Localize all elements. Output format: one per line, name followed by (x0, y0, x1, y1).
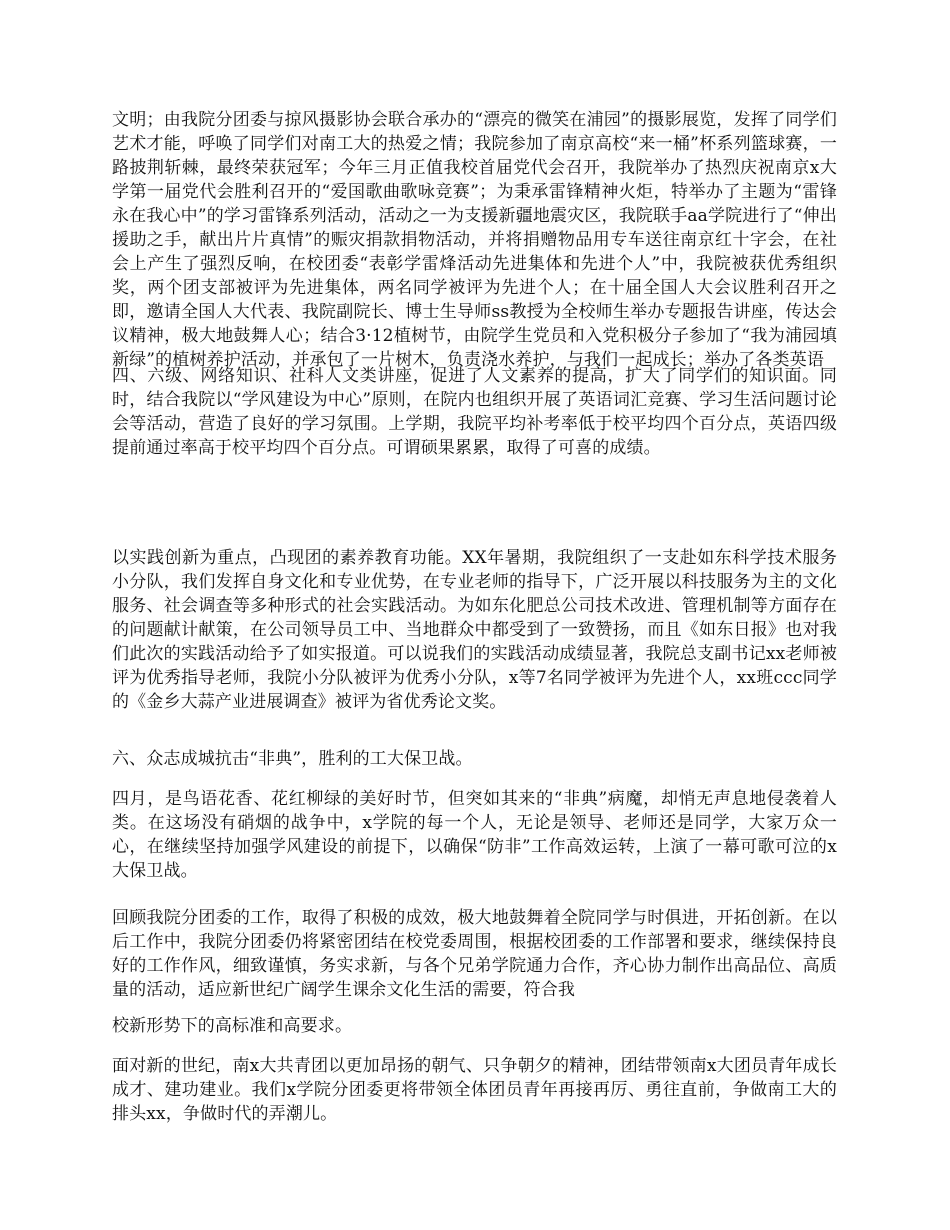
paragraph-cultural-activities: 文明；由我院分团委与掠风摄影协会联合承办的“漂亮的微笑在浦园”的摄影展览，发挥了同学们艺术才能，呼唤了同学们对南工大的热爱之情；我院参加了南京高校“来一桶”杯系列篮球赛，一路披荆斩棘，最终荣获冠军；今年三月正值我校首届党代会召开，我院举办了热烈庆祝南京x大学第一届党代会胜利召开的“爱国歌曲歌咏竞赛”；为秉承雷锋精神火炬，特举办了主题为“雷锋永在我心中”的学习雷锋系列活动，活动之一为支援新疆地震灾区，我院联手aa学院进行了“伸出援助之手，献出片片真情”的赈灾捐款捐物活动，并将捐赠物品用专车送往南京红十字会，在社会上产生了强烈反响，在校团委“表彰学雷烽活动先进集体和先进个人”中，我院被获优秀组织奖，两个团支部被评为先进集体，两名同学被评为先进个人；在十届全国人大会议胜利召开之即，邀请全国人大代表、我院副院长、博士生导师ss教授为全校师生举办专题报告讲座，传达会议精神，极大地鼓舞人心；结合3·12植树节，由院学生党员和入党积极分子参加了“我为浦园填新绿”的植树养护活动，并承包了一片树木，负责浇水养护，与我们一起成长；举办了各类英语 (112, 110, 837, 370)
paragraph-new-century: 面对新的世纪，南x大共青团以更加昂扬的朝气、只争朝夕的精神，团结带领南x大团员青年成长成才、建功建业。我们x学院分团委更将带领全体团员青年再接再厉、勇往直前，争做南工大的排头xx，争做时代的弄潮儿。 (112, 1056, 837, 1124)
paragraph-review-continued: 校新形势下的高标准和高要求。 (112, 1016, 353, 1036)
paragraph-review: 回顾我院分团委的工作，取得了积极的成效，极大地鼓舞着全院同学与时俱进，开拓创新。在以后工作中，我院分团委仍将紧密团结在校党委周围，根据校团委的工作部署和要求，继续保持良好的工作作风，细致谨慎，务实求新，与各个兄弟学院通力合作，齐心协力制作出高品位、高质量的活动，适应新世纪广阔学生课余文化生活的需要，符合我 (112, 908, 837, 1000)
paragraph-lectures-study: 四、六级、网络知识、社科人文类讲座，促进了人文素养的提高，扩大了同学们的知识面。同时，结合我院以“学风建设为中心”原则，在院内也组织开展了英语词汇竞赛、学习生活问题讨论会等活动，营造了良好的学习氛围。上学期，我院平均补考率低于校平均四个百分点，英语四级提前通过率高于校平均四个百分点。可谓硕果累累，取得了可喜的成绩。 (112, 366, 837, 458)
paragraph-sars: 四月，是鸟语花香、花红柳绿的美好时节，但突如其来的“非典”病魔，却悄无声息地侵袭着人类。在这场没有硝烟的战争中，x学院的每一个人，无论是领导、老师还是同学，大家万众一心，在继续坚持加强学风建设的前提下，以确保“防非”工作高效运转，上演了一幕可歌可泣的x大保卫战。 (112, 789, 837, 881)
paragraph-social-practice: 以实践创新为重点，凸现团的素养教育功能。XX年暑期，我院组织了一支赴如东科学技术服务小分队，我们发挥自身文化和专业优势，在专业老师的指导下，广泛开展以科技服务为主的文化服务、社会调查等多种形式的社会实践活动。为如东化肥总公司技术改进、管理机制等方面存在的问题献计献策，在公司领导员工中、当地群众中都受到了一致赞扬，而且《如东日报》也对我们此次的实践活动给予了如实报道。可以说我们的实践活动成绩显著，我院总支副书记xx老师被评为优秀指导老师，我院小分队被评为优秀小分队，x等7名同学被评为先进个人，xx班ccc同学的《金乡大蒜产业进展调查》被评为省优秀论文奖。 (112, 548, 837, 712)
section-heading-sars: 六、众志成城抗击“非典”，胜利的工大保卫战。 (112, 749, 473, 769)
